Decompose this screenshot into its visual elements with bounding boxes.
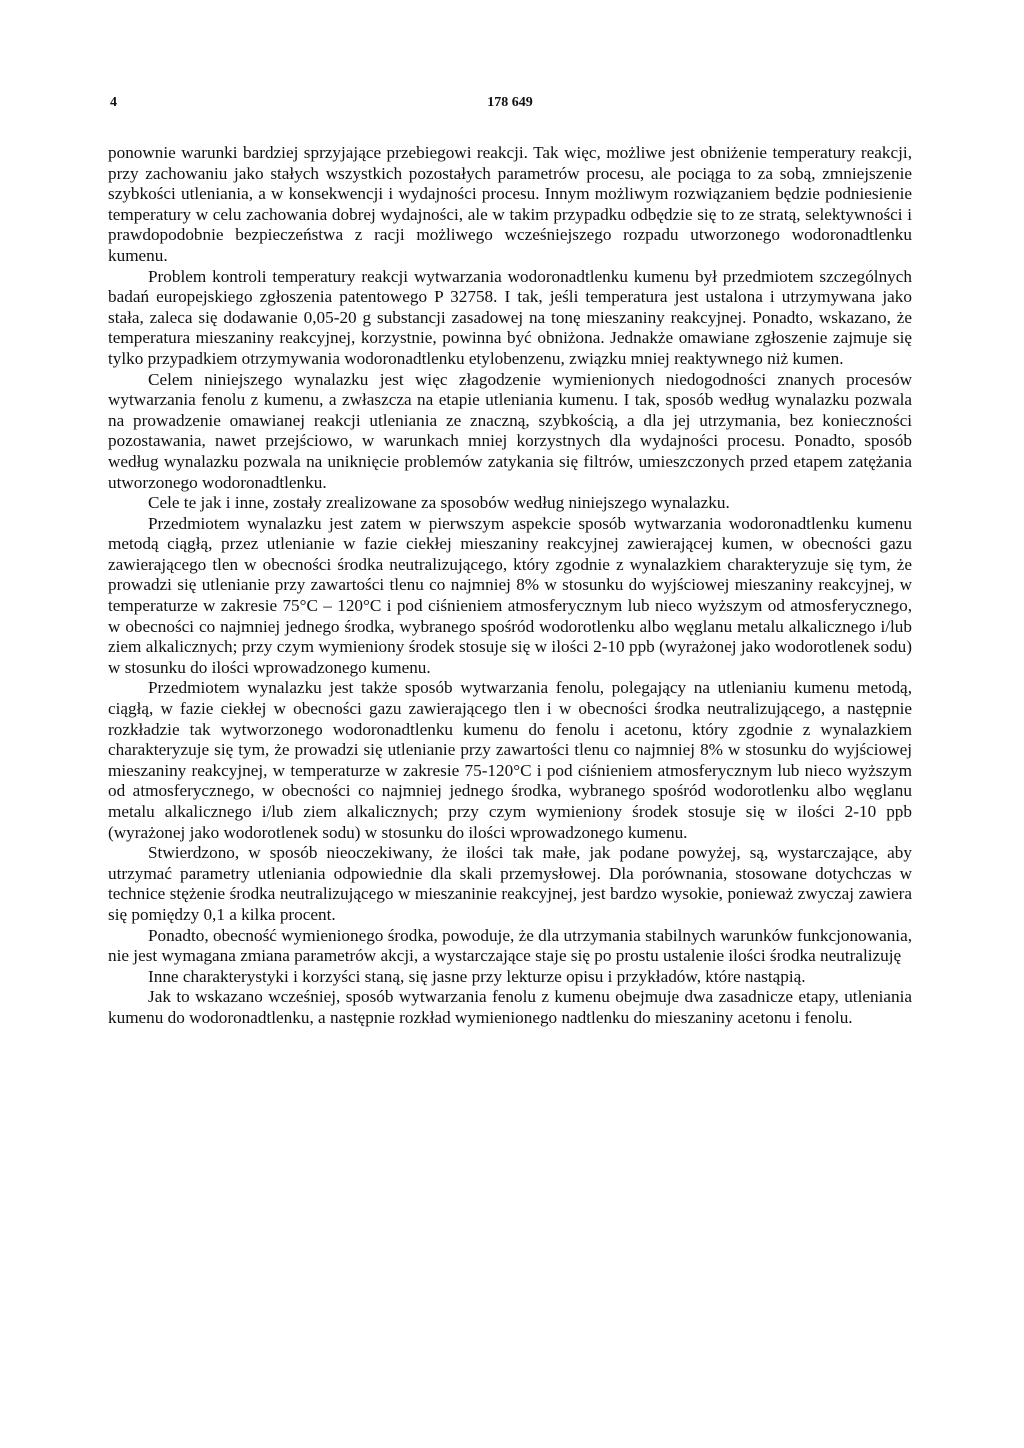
page-header xyxy=(110,95,910,117)
page-number: 4 xyxy=(110,95,117,110)
paragraph: Inne charakterystyki i korzyści staną, się jasne przy lekturze opisu i przykładów, które nastąpią. xyxy=(148,966,806,986)
paragraph: Przedmiotem wynalazku jest także sposób wytwarzania fenolu, polegający na utlenianiu kumenu metodą, ciągłą, w fazie ciekłej w obecności gazu zawierającego tlen i w obecności środka neutralizującego, a następnie rozkładzie tak wytworzonego wodoronadtlenku kumenu do fenolu i acetonu, który zgodnie z wynalazkiem charakteryzuje się tym, że prowadzi się utlenianie przy zawartości tlenu co najmniej 8% w stosunku do wyjściowej mieszaniny reakcyjnej, w temperaturze w zakresie 75-120°C i pod ciśnieniem atmosferycznym lub nieco wyższym od atmosferycznego, w obecności co najmniej jednego środka, wybranego spośród wodorotlenku albo węglanu metalu alkalicznego i/lub ziem alkalicznych; przy czym wymieniony środek stosuje się w ilości 2-10 ppb (wyrażonej jako wodorotlenek sodu) w stosunku do ilości wprowadzonego kumenu. xyxy=(108,678,912,842)
paragraph: Celem niniejszego wynalazku jest więc złagodzenie wymienionych niedogodności znanych procesów wytwarzania fenolu z kumenu, a zwłaszcza na etapie utleniania kumenu. I tak, sposób według wynalazku pozwala na prowadzenie omawianej reakcji utleniania ze znaczną, szybkością, a dla jej utrzymania, bez konieczności pozostawania, nawet przejściowo, w warunkach mniej korzystnych dla wydajności procesu. Ponadto, sposób według wynalazku pozwala na uniknięcie problemów zatykania się filtrów, umieszczonych przed etapem zatężania utworzonego wodoronadtlenku. xyxy=(108,369,912,492)
paragraph: Jak to wskazano wcześniej, sposób wytwarzania fenolu z kumenu obejmuje dwa zasadnicze etapy, utleniania kumenu do wodoronadtlenku, a następnie rozkład wymienionego nadtlenku do mieszaniny acetonu i fenolu. xyxy=(108,987,912,1027)
paragraph: Stwierdzono, w sposób nieoczekiwany, że ilości tak małe, jak podane powyżej, są, wystarczające, aby utrzymać parametry utleniania odpowiednie dla skali przemysłowej. Dla porównania, stosowane dotychczas w technice stężenie środka neutralizującego w mieszaninie reakcyjnej, jest bardzo wysokie, ponieważ zwyczaj zawiera się pomiędzy 0,1 a kilka procent. xyxy=(108,843,912,924)
document-number: 178 649 xyxy=(487,95,533,110)
paragraph: Przedmiotem wynalazku jest zatem w pierwszym aspekcie sposób wytwarzania wodoronadtlenku kumenu metodą ciągłą, przez utlenianie w fazie ciekłej mieszaniny reakcyjnej zawierającej kumen, w obecności gazu zawierającego tlen w obecności środka neutralizującego, który zgodnie z wynalazkiem charakteryzuje się tym, że prowadzi się utlenianie przy zawartości tlenu co najmniej 8% w stosunku do wyjściowej mieszaniny reakcyjnej, w temperaturze w zakresie 75°C – 120°C i pod ciśnieniem atmosferycznym lub nieco wyższym od atmosferycznego, w obecności co najmniej jednego środka, wybranego spośród wodorotlenku albo węglanu metalu alkalicznego i/lub ziem alkalicznych; przy czym wymieniony środek stosuje się w ilości 2-10 ppb (wyrażonej jako wodorotlenek sodu) w stosunku do ilości wprowadzonego kumenu. xyxy=(108,513,912,677)
paragraph: ponownie warunki bardziej sprzyjające przebiegowi reakcji. Tak więc, możliwe jest obniżenie temperatury reakcji, przy zachowaniu jako stałych wszystkich pozostałych parametrów procesu, ale pociąga to za sobą, zmniejszenie szybkości utleniania, a w konsekwencji i wydajności procesu. Innym możliwym rozwiązaniem będzie podniesienie temperatury w celu zachowania dobrej wydajności, ale w takim przypadku odbędzie się to ze stratą, selektywności i prawdopodobnie bezpieczeństwa z racji możliwego wcześniejszego rozpadu utworzonego wodoronadtlenku kumenu. xyxy=(108,143,912,265)
paragraph: Ponadto, obecność wymienionego środka, powoduje, że dla utrzymania stabilnych warunków funkcjonowania, nie jest wymagana zmiana parametrów akcji, a wystarczające staje się po prostu ustalenie ilości środka neutralizuję xyxy=(108,925,912,966)
paragraph: Problem kontroli temperatury reakcji wytwarzania wodoronadtlenku kumenu był przedmiotem szczególnych badań europejskiego zgłoszenia patentowego P 32758. I tak, jeśli temperatura jest ustalona i utrzymywana jako stała, zaleca się dodawanie 0,05-20 g substancji zasadowej na tonę mieszaniny reakcyjnej. Ponadto, wskazano, że temperatura mieszaniny reakcyjnej, korzystnie, powinna być obniżona. Jednakże omawiane zgłoszenie zajmuje się tylko przypadkiem otrzymywania wodoronadtlenku etylobenzenu, związku mniej reaktywnego niż kumen. xyxy=(108,266,912,368)
paragraph: Cele te jak i inne, zostały zrealizowane za sposobów według niniejszego wynalazku. xyxy=(148,493,730,513)
body-text xyxy=(108,143,912,1029)
